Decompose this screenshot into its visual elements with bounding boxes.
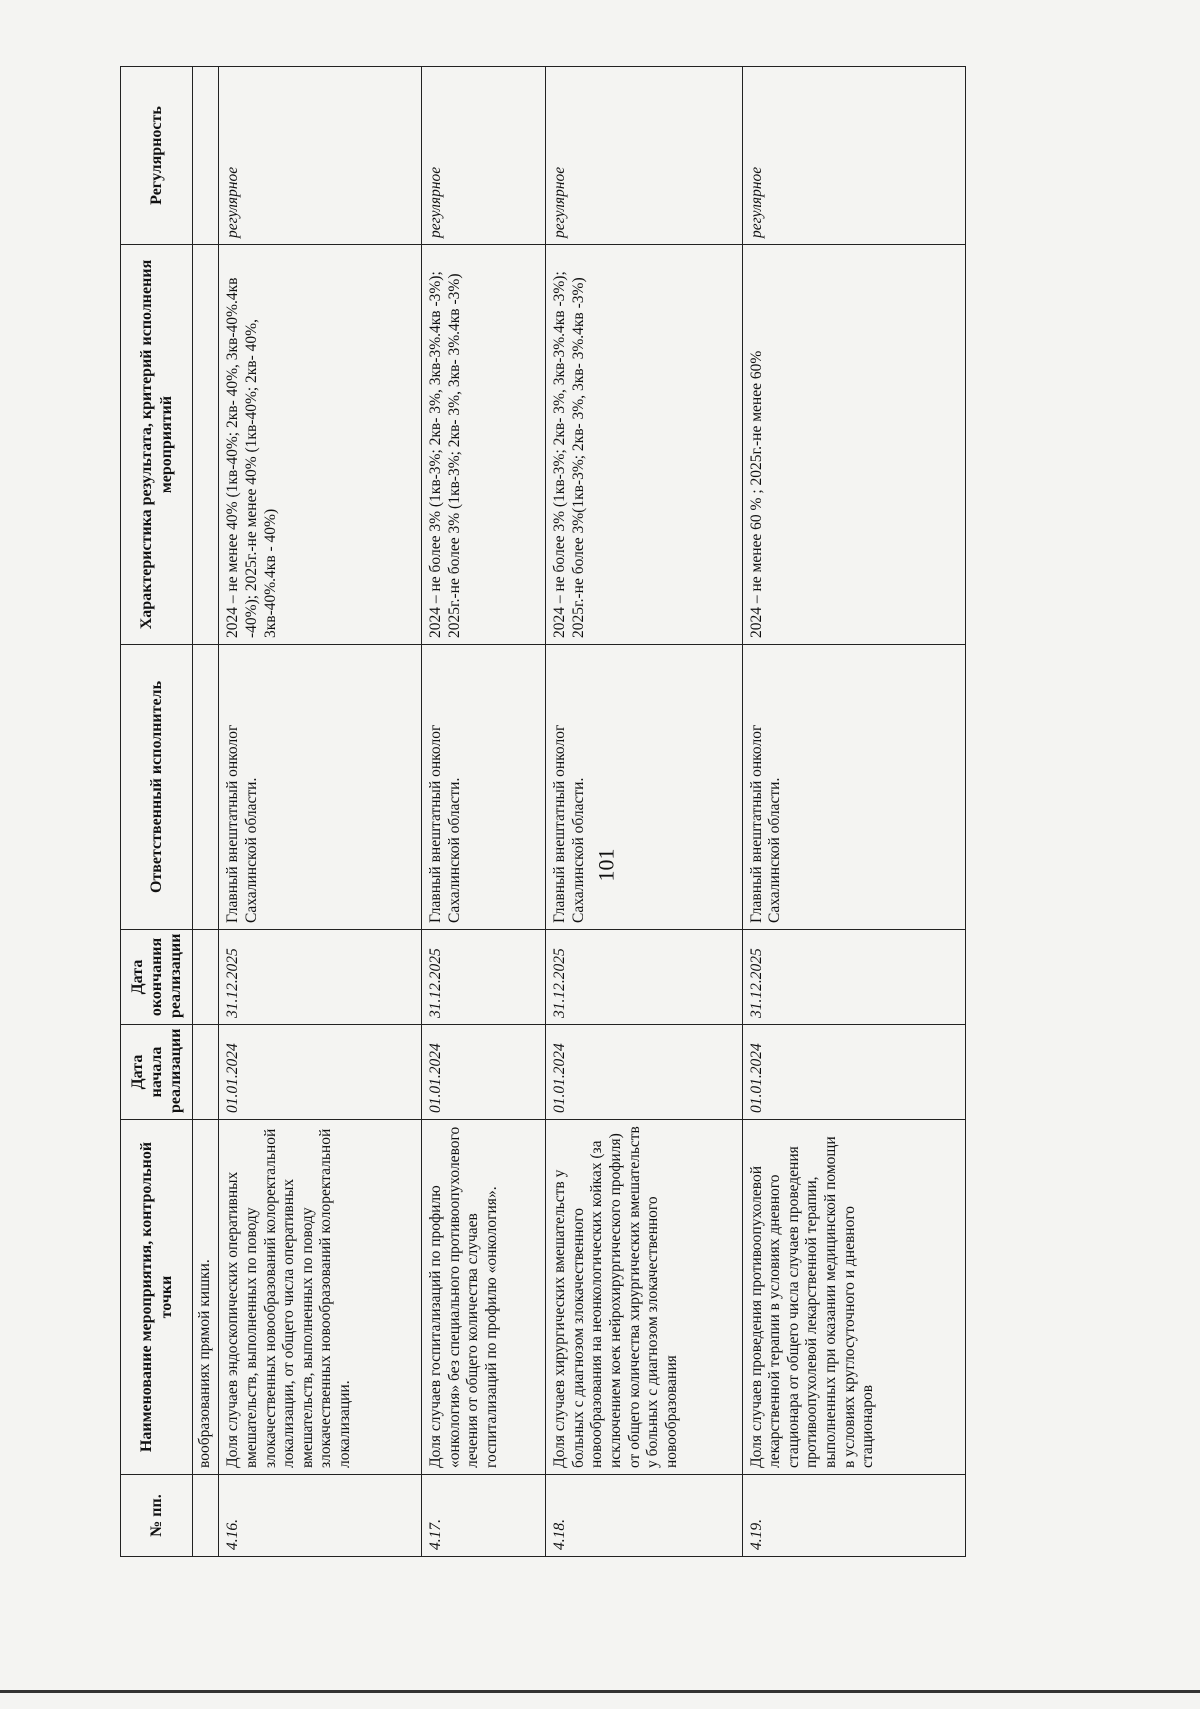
row-end: 31.12.2025 — [219, 930, 422, 1025]
table-row — [742, 67, 965, 1557]
row-result: 2024 – не менее 40% (1кв-40%; 2кв- 40%, 3кв-40%.4кв -40%); 2025г.-не менее 40% (1кв-40%; 2кв- 40%, 3кв-40%.4кв - 40%) — [219, 245, 422, 645]
row-start: 01.01.2024 — [546, 1025, 742, 1120]
row-start: 01.01.2024 — [219, 1025, 422, 1120]
continuation-text: вообразованиях прямой кишки. — [193, 1120, 219, 1475]
row-name: Доля случаев хирургических вмешательств у больных с диагнозом злокачественного новообразования на неонкологических койках (за исключением коек нейрохирургического профиля) от общего количества хирургических вмешательств у больных с диагнозом злокачественного новообразования — [546, 1120, 742, 1475]
row-num: 4.19. — [742, 1475, 965, 1557]
header-regularity: Регулярность — [121, 67, 193, 245]
row-end: 31.12.2025 — [546, 930, 742, 1025]
row-executor: Главный внештатный онколог Сахалинской области. — [546, 645, 742, 930]
row-start: 01.01.2024 — [742, 1025, 965, 1120]
table-row — [219, 67, 422, 1557]
row-executor: Главный внештатный онколог Сахалинской области. — [422, 645, 546, 930]
header-name: Наименование мероприятия, контрольной точки — [121, 1120, 193, 1475]
table-header-row — [121, 67, 193, 1557]
measures-table — [120, 66, 966, 1557]
row-name: Доля случаев проведения противоопухолевой лекарственной терапии в условиях дневного стационара от общего числа случаев проведения противоопухолевой лекарственной терапии, выполненных при оказании медицинской помощи в условиях круглосуточного и дневного стационаров — [742, 1120, 965, 1475]
header-num: № пп. — [121, 1475, 193, 1557]
row-regularity: регулярное — [422, 67, 546, 245]
row-num: 4.18. — [546, 1475, 742, 1557]
header-result: Характеристика результата, критерий исполнения мероприятий — [121, 245, 193, 645]
row-start: 01.01.2024 — [422, 1025, 546, 1120]
header-start: Дата начала реализации — [121, 1025, 193, 1120]
header-executor: Ответственный исполнитель — [121, 645, 193, 930]
row-regularity: регулярное — [742, 67, 965, 245]
row-executor: Главный внештатный онколог Сахалинской области. — [742, 645, 965, 930]
page-number: 101 — [593, 848, 619, 882]
row-name: Доля случаев госпитализаций по профилю «онкология» без специального противоопухолевого лечения от общего количества случаев госпитализаций по профилю «онкология». — [422, 1120, 546, 1475]
row-result: 2024 – не менее 60 % ; 2025г.-не менее 60% — [742, 245, 965, 645]
row-end: 31.12.2025 — [742, 930, 965, 1025]
header-end: Дата окончания реализации — [121, 930, 193, 1025]
row-regularity: регулярное — [546, 67, 742, 245]
row-result: 2024 – не более 3% (1кв-3%; 2кв- 3%, 3кв-3%.4кв -3%); 2025г.-не более 3%(1кв-3%; 2кв- 3%, 3кв- 3%.4кв -3%) — [546, 245, 742, 645]
row-result: 2024 – не более 3% (1кв-3%; 2кв- 3%, 3кв-3%.4кв -3%); 2025г.-не более 3% (1кв-3%; 2кв- 3%, 3кв- 3%.4кв -3%) — [422, 245, 546, 645]
rotated-table-wrapper — [120, 67, 966, 1557]
row-num: 4.17. — [422, 1475, 546, 1557]
row-executor: Главный внештатный онколог Сахалинской области. — [219, 645, 422, 930]
table-row-continuation — [193, 67, 219, 1557]
row-num: 4.16. — [219, 1475, 422, 1557]
scan-edge-line — [0, 1690, 1200, 1693]
row-name: Доля случаев эндоскопических оперативных вмешательств, выполненных по поводу злокачественных новообразований колоректальной локализации, от общего числа оперативных вмешательств, выполненных по поводу злокачественных новообразований колоректальной локализации. — [219, 1120, 422, 1475]
row-end: 31.12.2025 — [422, 930, 546, 1025]
table-row — [546, 67, 742, 1557]
row-regularity: регулярное — [219, 67, 422, 245]
table-row — [422, 67, 546, 1557]
